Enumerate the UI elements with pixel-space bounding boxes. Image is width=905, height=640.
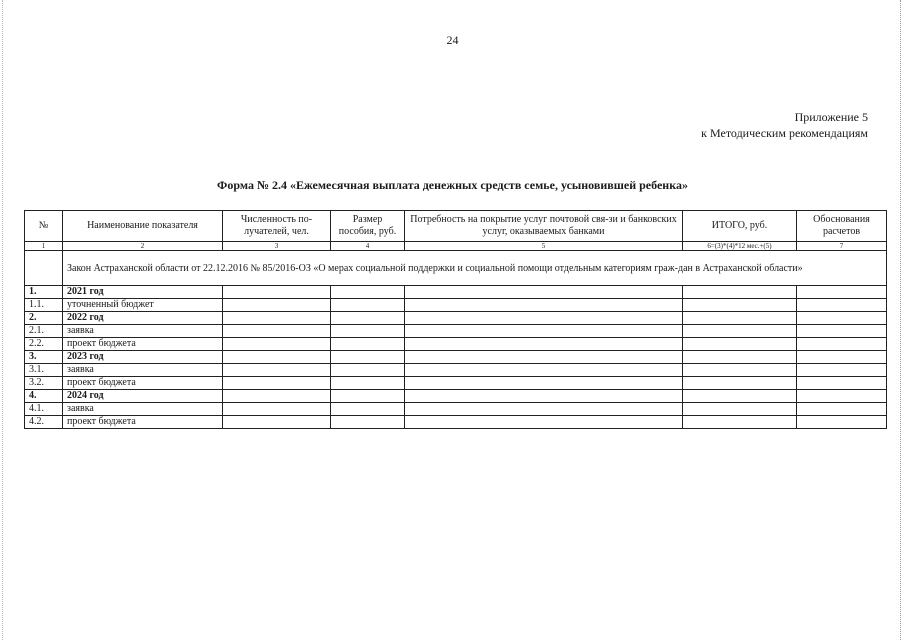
cell-total bbox=[683, 312, 797, 325]
form-title: Форма № 2.4 «Ежемесячная выплата денежных средств семье, усыновившей ребенка» bbox=[217, 178, 688, 192]
cell-services bbox=[405, 377, 683, 390]
scan-left-edge bbox=[2, 0, 5, 640]
header-cell: Размер пособия, руб. bbox=[331, 211, 405, 242]
cell-justification bbox=[797, 377, 887, 390]
cell-total bbox=[683, 299, 797, 312]
row-number: 4. bbox=[25, 390, 63, 403]
cell-benefit bbox=[331, 403, 405, 416]
header-cell: Потребность на покрытие услуг почтовой свя-зи и банковских услуг, оказываемых банками bbox=[405, 211, 683, 242]
column-number-row bbox=[25, 242, 887, 251]
cell-total bbox=[683, 286, 797, 299]
cell-recipients bbox=[223, 286, 331, 299]
row-name: 2022 год bbox=[63, 312, 223, 325]
cell-benefit bbox=[331, 364, 405, 377]
cell-recipients bbox=[223, 390, 331, 403]
table-row bbox=[25, 299, 887, 312]
row-number: 1.1. bbox=[25, 299, 63, 312]
page-number: 24 bbox=[446, 33, 459, 47]
scan-right-edge bbox=[900, 0, 903, 640]
table-row bbox=[25, 312, 887, 325]
row-name: 2023 год bbox=[63, 351, 223, 364]
cell-services bbox=[405, 286, 683, 299]
appendix-line-1: Приложение 5 bbox=[794, 110, 868, 124]
table-row bbox=[25, 377, 887, 390]
column-number: 7 bbox=[797, 242, 887, 251]
cell-recipients bbox=[223, 377, 331, 390]
cell-total bbox=[683, 364, 797, 377]
cell-justification bbox=[797, 299, 887, 312]
row-name: 2024 год bbox=[63, 390, 223, 403]
appendix-line-2: к Методическим рекомендациям bbox=[701, 126, 868, 140]
row-name: заявка bbox=[63, 364, 223, 377]
row-name: проект бюджета bbox=[63, 416, 223, 429]
cell-services bbox=[405, 299, 683, 312]
law-num-cell bbox=[25, 251, 63, 286]
cell-total bbox=[683, 351, 797, 364]
cell-total bbox=[683, 325, 797, 338]
cell-justification bbox=[797, 364, 887, 377]
column-number: 4 bbox=[331, 242, 405, 251]
cell-recipients bbox=[223, 338, 331, 351]
header-cell: Наименование показателя bbox=[63, 211, 223, 242]
column-number: 1 bbox=[25, 242, 63, 251]
row-name: заявка bbox=[63, 403, 223, 416]
table-row bbox=[25, 351, 887, 364]
cell-services bbox=[405, 416, 683, 429]
cell-benefit bbox=[331, 390, 405, 403]
cell-total bbox=[683, 377, 797, 390]
cell-total bbox=[683, 390, 797, 403]
table-row bbox=[25, 286, 887, 299]
cell-benefit bbox=[331, 312, 405, 325]
table-row bbox=[25, 403, 887, 416]
header-cell: Обоснования расчетов bbox=[797, 211, 887, 242]
appendix-reference bbox=[701, 109, 868, 141]
row-number: 2.2. bbox=[25, 338, 63, 351]
cell-total bbox=[683, 338, 797, 351]
header-cell: ИТОГО, руб. bbox=[683, 211, 797, 242]
cell-benefit bbox=[331, 351, 405, 364]
cell-recipients bbox=[223, 364, 331, 377]
row-number: 1. bbox=[25, 286, 63, 299]
cell-justification bbox=[797, 403, 887, 416]
column-number: 6=(3)*(4)*12 мес.+(5) bbox=[683, 242, 797, 251]
cell-justification bbox=[797, 325, 887, 338]
cell-benefit bbox=[331, 416, 405, 429]
cell-justification bbox=[797, 416, 887, 429]
table-row bbox=[25, 390, 887, 403]
row-number: 2. bbox=[25, 312, 63, 325]
cell-recipients bbox=[223, 403, 331, 416]
row-number: 4.1. bbox=[25, 403, 63, 416]
row-number: 3. bbox=[25, 351, 63, 364]
row-number: 4.2. bbox=[25, 416, 63, 429]
table-row bbox=[25, 325, 887, 338]
row-number: 3.1. bbox=[25, 364, 63, 377]
cell-justification bbox=[797, 286, 887, 299]
cell-benefit bbox=[331, 299, 405, 312]
cell-benefit bbox=[331, 338, 405, 351]
cell-services bbox=[405, 403, 683, 416]
row-number: 2.1. bbox=[25, 325, 63, 338]
column-number: 2 bbox=[63, 242, 223, 251]
row-name: проект бюджета bbox=[63, 338, 223, 351]
header-cell: № bbox=[25, 211, 63, 242]
cell-services bbox=[405, 325, 683, 338]
column-number: 3 bbox=[223, 242, 331, 251]
cell-recipients bbox=[223, 325, 331, 338]
cell-total bbox=[683, 416, 797, 429]
header-cell: Численность по-лучателей, чел. bbox=[223, 211, 331, 242]
table-row bbox=[25, 338, 887, 351]
cell-justification bbox=[797, 351, 887, 364]
cell-recipients bbox=[223, 312, 331, 325]
row-name: 2021 год bbox=[63, 286, 223, 299]
cell-services bbox=[405, 364, 683, 377]
cell-justification bbox=[797, 390, 887, 403]
cell-services bbox=[405, 390, 683, 403]
cell-recipients bbox=[223, 299, 331, 312]
cell-recipients bbox=[223, 416, 331, 429]
cell-benefit bbox=[331, 325, 405, 338]
cell-justification bbox=[797, 338, 887, 351]
cell-services bbox=[405, 312, 683, 325]
cell-services bbox=[405, 351, 683, 364]
column-number: 5 bbox=[405, 242, 683, 251]
header-row bbox=[25, 211, 887, 242]
law-row bbox=[25, 251, 887, 286]
row-number: 3.2. bbox=[25, 377, 63, 390]
cell-total bbox=[683, 403, 797, 416]
cell-benefit bbox=[331, 377, 405, 390]
cell-benefit bbox=[331, 286, 405, 299]
cell-justification bbox=[797, 312, 887, 325]
row-name: уточненный бюджет bbox=[63, 299, 223, 312]
row-name: проект бюджета bbox=[63, 377, 223, 390]
report-table bbox=[24, 210, 887, 429]
row-name: заявка bbox=[63, 325, 223, 338]
cell-services bbox=[405, 338, 683, 351]
cell-recipients bbox=[223, 351, 331, 364]
law-text: Закон Астраханской области от 22.12.2016 № 85/2016-ОЗ «О мерах социальной поддержки и социальной помощи отдельным категориям граж-дан в Астраханской области» bbox=[63, 251, 887, 286]
table-row bbox=[25, 416, 887, 429]
table-row bbox=[25, 364, 887, 377]
